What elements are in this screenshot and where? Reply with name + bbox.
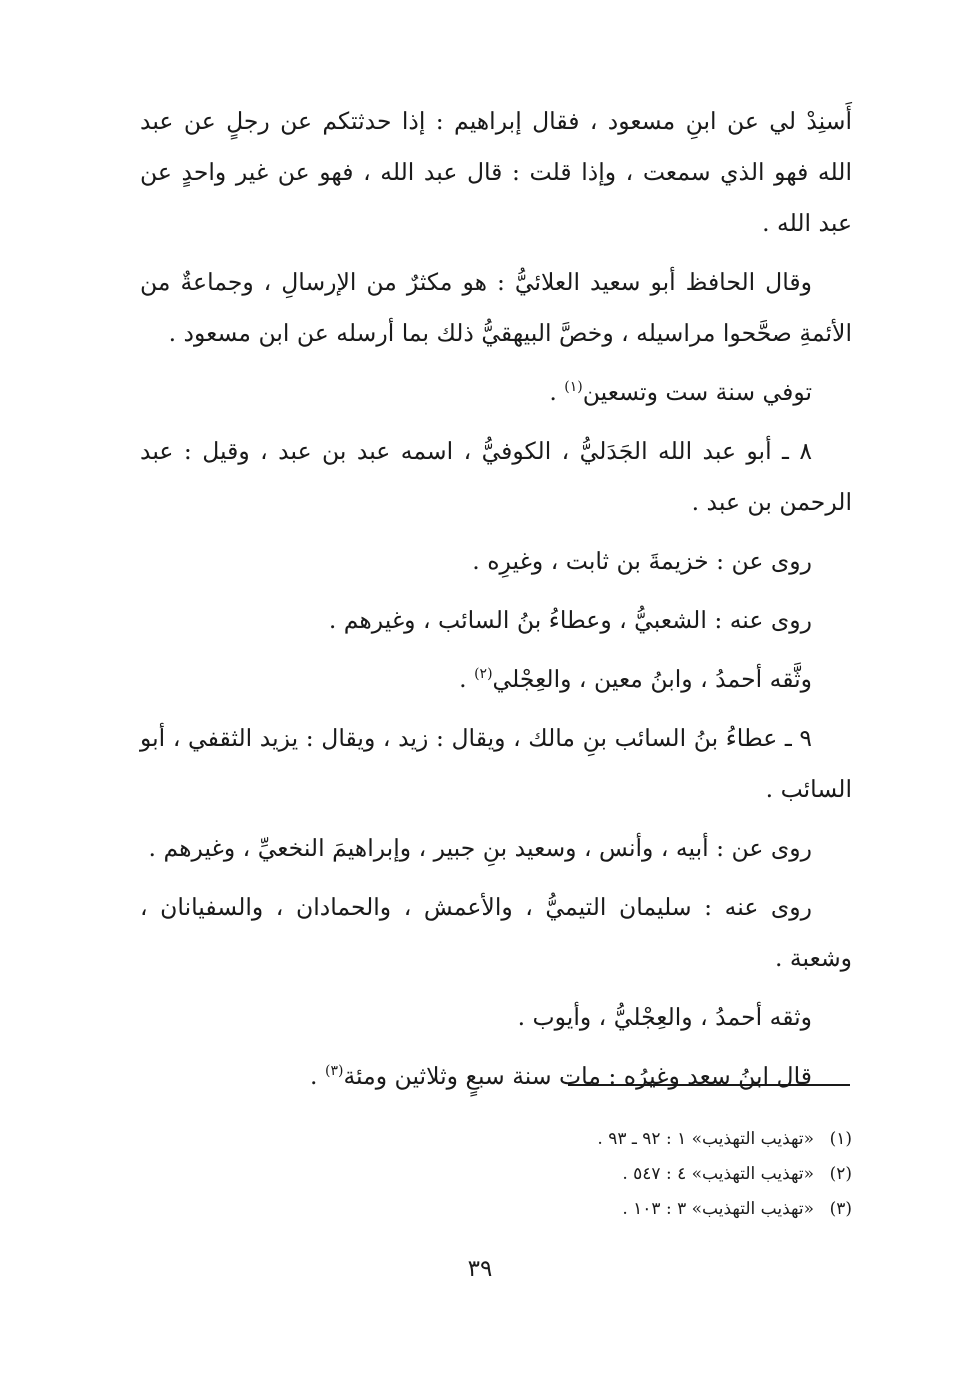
paragraph — [140, 992, 852, 1043]
footnote-number: (١) — [829, 1129, 852, 1149]
paragraph — [140, 882, 852, 984]
paragraph — [140, 536, 852, 587]
paragraph — [140, 823, 852, 874]
paragraph-text: وثَّقه أحمدُ ، وابنُ معين ، والعِجْلي — [492, 665, 812, 693]
paragraph-text: روى عن : أبيه ، وأنس ، وسعيد بنِ جبير ، وإبراهيمَ النخعيِّ ، وغيرهم . — [148, 834, 812, 862]
footnote — [300, 1192, 852, 1227]
paragraph — [140, 257, 852, 359]
footnote — [300, 1122, 852, 1157]
footnote-text: «تهذيب التهذيب» ٣ : ١٠٣ . — [622, 1199, 814, 1219]
footnote-marker: (٢) — [474, 666, 493, 683]
paragraph-tail: . — [549, 378, 565, 406]
paragraph — [140, 713, 852, 815]
paragraph-text: ٩ ـ عطاءُ بنُ السائب بنِ مالك ، ويقال : زيد ، ويقال : يزيد الثقفي ، أبو السائب . — [140, 724, 852, 803]
footnote-separator — [568, 1084, 850, 1086]
paragraph — [140, 96, 852, 249]
paragraph-text: روى عنه : الشعبيُّ ، وعطاءُ بنُ السائب ، وغيرهم . — [328, 606, 812, 634]
footnote-number: (٣) — [829, 1199, 852, 1219]
paragraph — [140, 595, 852, 646]
paragraph-text: روى عن : خزيمةَ بن ثابت ، وغيرِه . — [472, 547, 812, 575]
paragraph-text: توفي سنة ست وتسعين — [582, 378, 812, 406]
paragraph — [140, 654, 852, 705]
paragraph-tail: . — [459, 665, 475, 693]
footnote-marker: (١) — [564, 379, 583, 396]
page-number: ٣٩ — [467, 1256, 493, 1282]
footnote — [300, 1157, 852, 1192]
footnote-text: «تهذيب التهذيب» ٤ : ٥٤٧ . — [622, 1164, 814, 1184]
paragraph — [140, 1051, 852, 1102]
footnote-number: (٢) — [829, 1164, 852, 1184]
footnote-marker: (٣) — [324, 1063, 344, 1080]
paragraph-text: وثقه أحمدُ ، والعِجْليُّ ، وأيوب . — [517, 1003, 812, 1031]
main-text — [140, 96, 852, 1110]
paragraph-text: ٨ ـ أبو عبد الله الجَدَليُّ ، الكوفيُّ ، اسمه عبد بن عبد ، وقيل : عبد الرحمن بن عبد . — [140, 437, 852, 516]
footnote-text: «تهذيب التهذيب» ١ : ٩٢ ـ ٩٣ . — [597, 1129, 814, 1149]
paragraph — [140, 367, 852, 418]
paragraph-tail: . — [310, 1062, 325, 1090]
paragraph-text: قال ابنُ سعد وغيرُه : مات سنة سبعٍ وثلاثين ومئة — [343, 1062, 812, 1090]
paragraph-text: وقال الحافظ أبو سعيد العلائيُّ : هو مكثرٌ من الإرسالِ ، وجماعةٌ من الأئمةِ صحَّحوا مراسيله ، وخصَّ البيهقيُّ ذلك بما أرسله عن ابن مسعود . — [140, 268, 852, 347]
paragraph — [140, 426, 852, 528]
paragraph-text: روى عنه : سليمان التيميُّ ، والأعمش ، والحمادان ، والسفيانان ، وشعبة . — [140, 893, 852, 972]
paragraph-text: أَسنِدْ لي عن ابنِ مسعود ، فقال إبراهيم : إذا حدثتكم عن رجلٍ عن عبد الله فهو الذي سمعت ، وإذا قلت : قال عبد الله ، فهو عن غير واحدٍ عن عبد الله . — [140, 107, 852, 237]
footnotes — [300, 1122, 852, 1227]
